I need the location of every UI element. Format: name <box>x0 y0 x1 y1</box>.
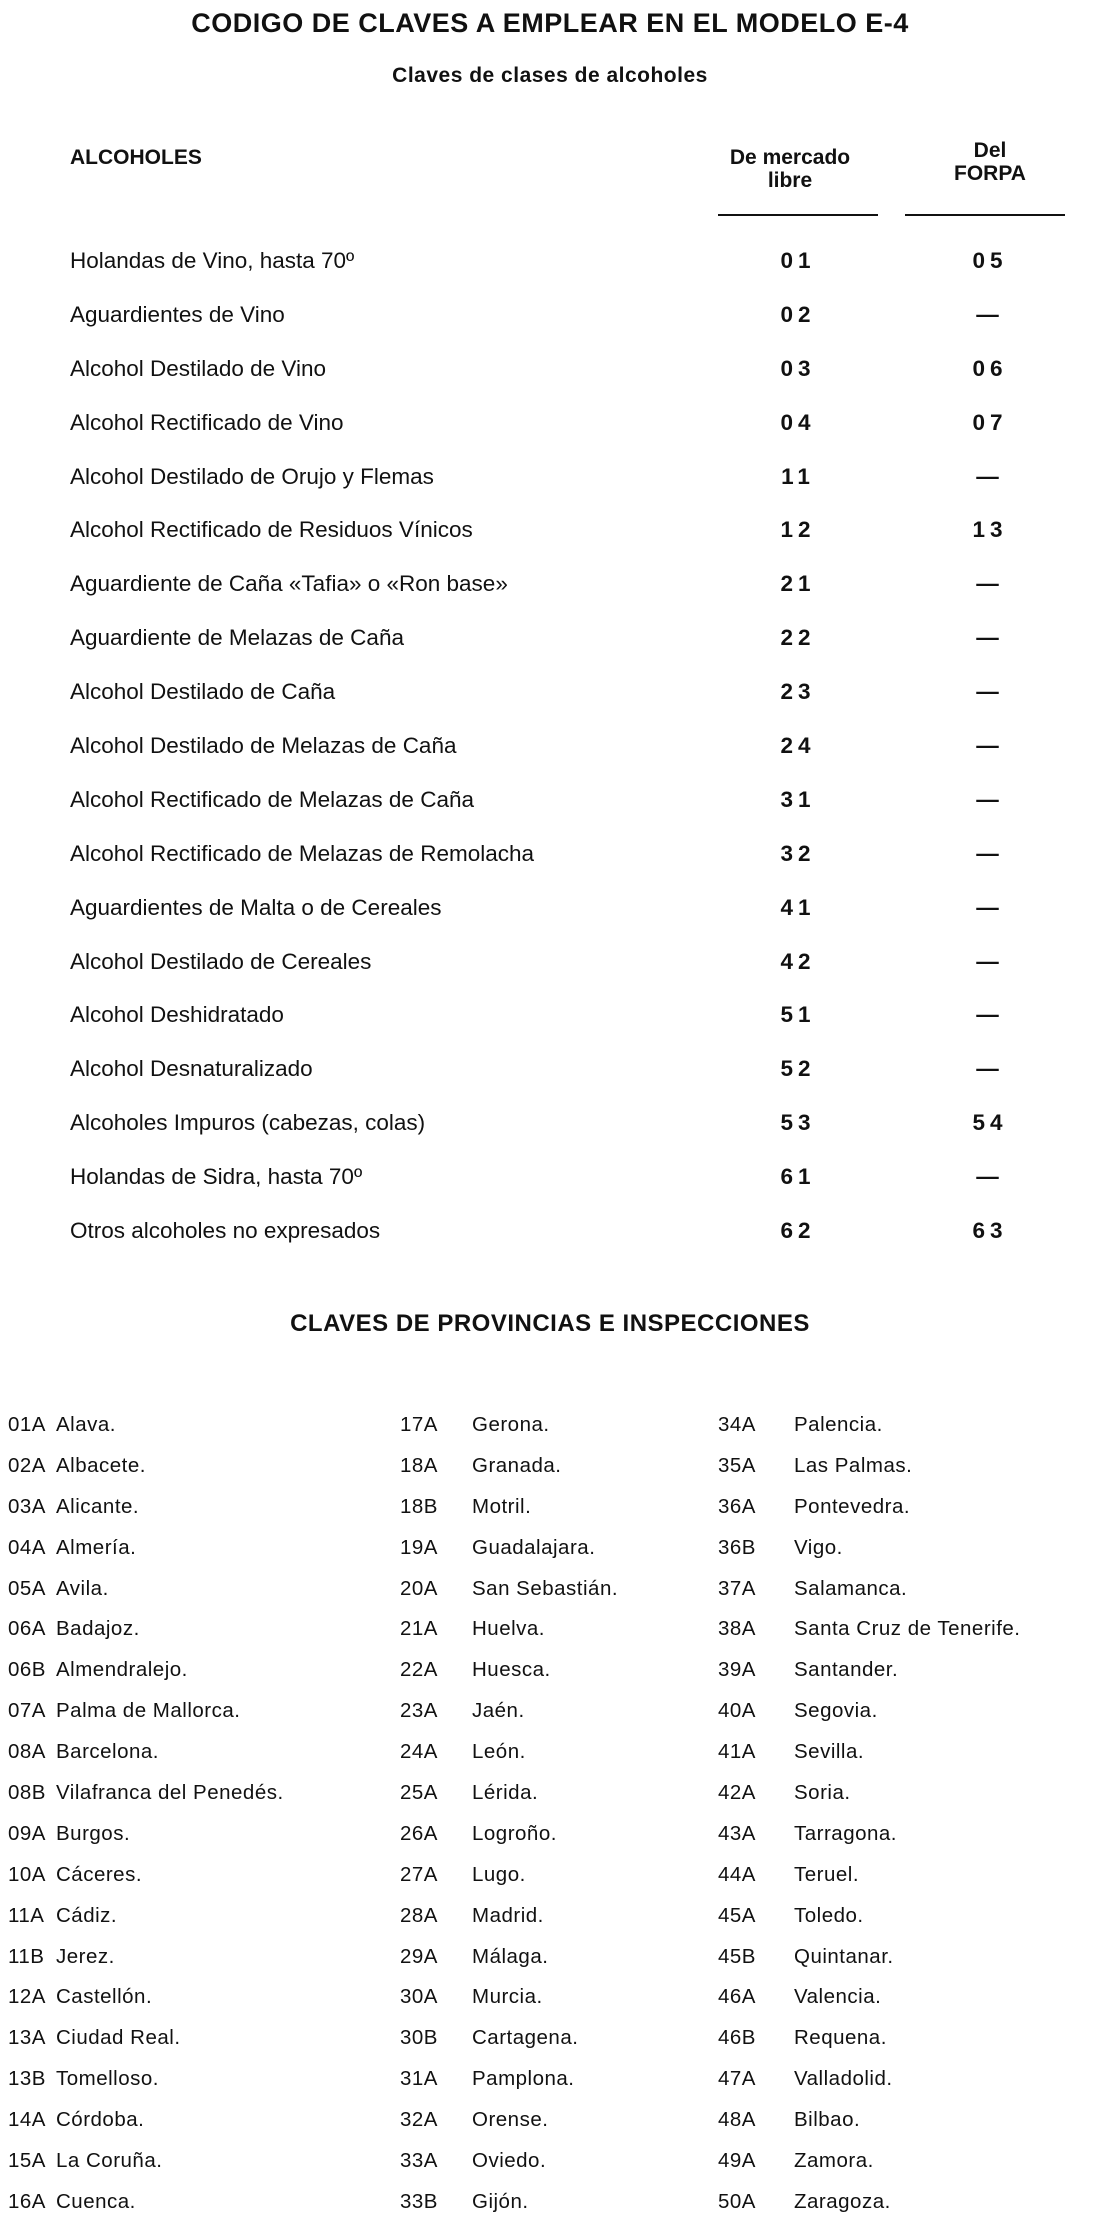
alcohol-name: Holandas de Sidra, hasta 70º <box>70 1164 363 1190</box>
province-name: Pontevedra. <box>794 1494 911 1518</box>
mercado-libre-code: 21 <box>780 571 816 597</box>
alcohol-name: Alcohol Destilado de Vino <box>70 355 327 381</box>
forpa-code: — <box>976 840 1004 866</box>
province-code: 27A <box>400 1862 438 1886</box>
province-name: Santa Cruz de Tenerife. <box>794 1617 1021 1641</box>
list-item <box>400 1781 618 1822</box>
table-row <box>0 895 1100 949</box>
province-code: 36B <box>718 1535 756 1559</box>
province-name: Jerez. <box>56 1944 115 1968</box>
forpa-code: — <box>976 948 1004 974</box>
province-name: Guadalajara. <box>472 1535 596 1559</box>
province-code: 42A <box>718 1781 756 1805</box>
alcohol-name: Aguardiente de Caña «Tafia» o «Ron base» <box>70 571 508 597</box>
table-row <box>0 464 1100 518</box>
mercado-libre-code: 02 <box>780 301 816 327</box>
table-row <box>0 1218 1100 1272</box>
province-code: 22A <box>400 1658 438 1682</box>
province-code: 47A <box>718 2067 756 2091</box>
header-underline-mercado <box>718 214 878 216</box>
forpa-code: 06 <box>972 355 1008 381</box>
province-code: 12A <box>8 1985 46 2009</box>
province-name: Cádiz. <box>56 1903 118 1927</box>
province-name: Castellón. <box>56 1985 153 2009</box>
alcoholes-table <box>0 248 1100 1272</box>
list-item <box>718 1658 1021 1699</box>
list-item <box>400 1658 618 1699</box>
list-item <box>8 1740 284 1781</box>
list-item <box>8 1536 284 1577</box>
list-item <box>400 1413 618 1454</box>
province-code: 01A <box>8 1413 46 1436</box>
province-code: 08A <box>8 1740 46 1764</box>
alcohol-name: Alcohol Rectificado de Melazas de Caña <box>70 786 474 812</box>
table-row <box>0 248 1100 302</box>
province-code: 33A <box>400 2149 438 2173</box>
province-name: Granada. <box>472 1453 562 1477</box>
province-name: Orense. <box>472 2108 549 2132</box>
province-code: 18A <box>400 1453 438 1477</box>
table-row <box>0 410 1100 464</box>
forpa-code: 13 <box>972 517 1008 543</box>
list-item <box>400 2108 618 2149</box>
province-code: 44A <box>718 1862 756 1886</box>
province-code: 30A <box>400 1985 438 2009</box>
province-name: Jaén. <box>472 1699 525 1723</box>
list-item <box>718 2108 1021 2149</box>
list-item <box>8 1413 284 1454</box>
list-item <box>8 1658 284 1699</box>
provincias-column-1 <box>8 1413 284 2231</box>
province-name: Palma de Mallorca. <box>56 1699 241 1723</box>
province-name: Toledo. <box>794 1903 864 1927</box>
list-item <box>400 1740 618 1781</box>
province-name: Palencia. <box>794 1413 883 1436</box>
province-code: 33B <box>400 2189 438 2213</box>
list-item <box>8 2067 284 2108</box>
list-item <box>400 2190 618 2231</box>
province-name: Córdoba. <box>56 2108 145 2132</box>
list-item <box>718 1904 1021 1945</box>
list-item <box>718 1617 1021 1658</box>
forpa-code: — <box>976 625 1004 651</box>
province-code: 43A <box>718 1821 756 1845</box>
province-code: 50A <box>718 2189 756 2213</box>
list-item <box>400 1617 618 1658</box>
province-name: Zamora. <box>794 2149 874 2173</box>
mercado-libre-code: 61 <box>780 1164 816 1190</box>
table-row <box>0 787 1100 841</box>
province-name: Tomelloso. <box>56 2067 159 2091</box>
province-code: 21A <box>400 1617 438 1641</box>
province-code: 06B <box>8 1658 46 1682</box>
mercado-libre-code: 22 <box>780 625 816 651</box>
list-item <box>8 1617 284 1658</box>
province-code: 06A <box>8 1617 46 1641</box>
province-code: 08B <box>8 1781 46 1805</box>
table-row <box>0 571 1100 625</box>
list-item <box>8 1945 284 1986</box>
section-title-provincias: CLAVES DE PROVINCIAS E INSPECCIONES <box>290 1310 810 1337</box>
table-row <box>0 302 1100 356</box>
province-code: 48A <box>718 2108 756 2132</box>
list-item <box>400 1945 618 1986</box>
list-item <box>718 1536 1021 1577</box>
list-item <box>400 1577 618 1618</box>
list-item <box>400 1863 618 1904</box>
province-code: 03A <box>8 1494 46 1518</box>
list-item <box>718 1413 1021 1454</box>
province-name: Alava. <box>56 1413 116 1436</box>
list-item <box>400 1822 618 1863</box>
list-item <box>8 1577 284 1618</box>
province-code: 35A <box>718 1453 756 1477</box>
list-item <box>718 1822 1021 1863</box>
list-item <box>718 1577 1021 1618</box>
forpa-code: — <box>976 733 1004 759</box>
province-name: Badajoz. <box>56 1617 140 1641</box>
province-name: Almendralejo. <box>56 1658 188 1682</box>
province-code: 18B <box>400 1494 438 1518</box>
table-row <box>0 1002 1100 1056</box>
forpa-code: — <box>976 1002 1004 1028</box>
mercado-libre-code: 03 <box>780 355 816 381</box>
province-name: Segovia. <box>794 1699 878 1723</box>
province-code: 25A <box>400 1781 438 1805</box>
provincias-column-3 <box>718 1413 1021 2231</box>
page-subtitle: Claves de clases de alcoholes <box>392 64 708 87</box>
column-header-alcoholes: ALCOHOLES <box>70 146 202 169</box>
forpa-code: — <box>976 1056 1004 1082</box>
province-code: 39A <box>718 1658 756 1682</box>
province-name: Barcelona. <box>56 1740 160 1764</box>
province-name: Cartagena. <box>472 2026 579 2050</box>
list-item <box>8 1781 284 1822</box>
list-item <box>718 1781 1021 1822</box>
province-name: Burgos. <box>56 1821 131 1845</box>
forpa-code: 05 <box>972 248 1008 273</box>
forpa-code: — <box>976 894 1004 920</box>
province-name: Cuenca. <box>56 2189 136 2213</box>
mercado-libre-code: 51 <box>780 1002 816 1028</box>
list-item <box>400 2067 618 2108</box>
list-item <box>718 2067 1021 2108</box>
province-code: 13B <box>8 2067 46 2091</box>
mercado-libre-code: 23 <box>780 679 816 705</box>
province-name: Quintanar. <box>794 1944 894 1968</box>
column-header-forpa <box>900 139 1080 185</box>
column-header-forpa-line2: FORPA <box>954 162 1026 185</box>
alcohol-name: Alcohol Deshidratado <box>70 1002 284 1028</box>
province-name: San Sebastián. <box>472 1576 619 1600</box>
mercado-libre-code: 32 <box>780 840 816 866</box>
province-name: Valladolid. <box>794 2067 893 2091</box>
province-code: 16A <box>8 2189 46 2213</box>
list-item <box>718 2149 1021 2190</box>
province-name: Málaga. <box>472 1944 549 1968</box>
mercado-libre-code: 42 <box>780 948 816 974</box>
province-code: 32A <box>400 2108 438 2132</box>
alcohol-name: Otros alcoholes no expresados <box>70 1218 381 1244</box>
column-header-mercado-libre-line2: libre <box>767 169 813 192</box>
province-code: 13A <box>8 2026 46 2050</box>
province-name: Albacete. <box>56 1453 146 1477</box>
province-code: 46B <box>718 2026 756 2050</box>
provincias-column-2 <box>400 1413 618 2231</box>
province-name: Gijón. <box>472 2189 529 2213</box>
table-row <box>0 625 1100 679</box>
header-underline-forpa <box>905 214 1065 216</box>
province-name: Lugo. <box>472 1862 526 1886</box>
list-item <box>8 1985 284 2026</box>
province-code: 36A <box>718 1494 756 1518</box>
list-item <box>400 1904 618 1945</box>
list-item <box>718 1863 1021 1904</box>
province-name: Ciudad Real. <box>56 2026 181 2050</box>
list-item <box>8 1822 284 1863</box>
province-code: 07A <box>8 1699 46 1723</box>
province-code: 19A <box>400 1535 438 1559</box>
province-code: 38A <box>718 1617 756 1641</box>
province-code: 15A <box>8 2149 46 2173</box>
list-item <box>718 1740 1021 1781</box>
province-name: Alicante. <box>56 1494 140 1518</box>
alcohol-name: Aguardiente de Melazas de Caña <box>70 625 404 651</box>
forpa-code: 63 <box>972 1218 1008 1244</box>
province-code: 41A <box>718 1740 756 1764</box>
forpa-code: 07 <box>972 409 1008 435</box>
province-name: Tarragona. <box>794 1821 898 1845</box>
province-name: Santander. <box>794 1658 899 1682</box>
list-item <box>8 1699 284 1740</box>
province-code: 17A <box>400 1413 438 1436</box>
province-name: Teruel. <box>794 1862 860 1886</box>
list-item <box>8 2026 284 2067</box>
mercado-libre-code: 12 <box>780 517 816 543</box>
table-row <box>0 356 1100 410</box>
table-row <box>0 517 1100 571</box>
province-name: Gerona. <box>472 1413 550 1436</box>
alcohol-name: Alcohol Rectificado de Vino <box>70 409 344 435</box>
list-item <box>718 1945 1021 1986</box>
province-name: Pamplona. <box>472 2067 575 2091</box>
province-code: 11A <box>8 1903 45 1927</box>
list-item <box>718 2026 1021 2067</box>
province-name: Vilafranca del Penedés. <box>56 1781 284 1805</box>
list-item <box>400 1495 618 1536</box>
forpa-code: — <box>976 679 1004 705</box>
province-name: Motril. <box>472 1494 532 1518</box>
alcohol-name: Alcohol Destilado de Melazas de Caña <box>70 733 457 759</box>
list-item <box>8 2149 284 2190</box>
list-item <box>400 2149 618 2190</box>
forpa-code: 54 <box>972 1110 1008 1136</box>
province-name: Logroño. <box>472 1821 557 1845</box>
province-code: 04A <box>8 1535 46 1559</box>
mercado-libre-code: 24 <box>780 733 816 759</box>
mercado-libre-code: 41 <box>780 894 816 920</box>
list-item <box>8 2108 284 2149</box>
forpa-code: — <box>976 301 1004 327</box>
list-item <box>8 2190 284 2231</box>
alcohol-name: Alcohol Desnaturalizado <box>70 1056 313 1082</box>
alcohol-name: Alcohol Destilado de Cereales <box>70 948 372 974</box>
province-code: 20A <box>400 1576 438 1600</box>
list-item <box>718 2190 1021 2231</box>
province-name: Huesca. <box>472 1658 551 1682</box>
province-code: 05A <box>8 1576 46 1600</box>
province-name: Vigo. <box>794 1535 843 1559</box>
list-item <box>400 1454 618 1495</box>
province-name: Bilbao. <box>794 2108 861 2132</box>
list-item <box>8 1495 284 1536</box>
province-code: 09A <box>8 1821 46 1845</box>
province-code: 45B <box>718 1944 756 1968</box>
forpa-code: — <box>976 1164 1004 1190</box>
mercado-libre-code: 62 <box>780 1218 816 1244</box>
province-code: 26A <box>400 1821 438 1845</box>
mercado-libre-code: 01 <box>780 248 816 273</box>
table-row <box>0 949 1100 1003</box>
province-name: Soria. <box>794 1781 851 1805</box>
alcohol-name: Aguardientes de Malta o de Cereales <box>70 894 442 920</box>
province-name: Zaragoza. <box>794 2189 891 2213</box>
province-code: 10A <box>8 1862 46 1886</box>
table-row <box>0 841 1100 895</box>
alcohol-name: Alcohol Rectificado de Residuos Vínicos <box>70 517 473 543</box>
province-name: Almería. <box>56 1535 137 1559</box>
column-header-mercado-libre-line1: De mercado <box>729 146 851 169</box>
province-name: Avila. <box>56 1576 109 1600</box>
forpa-code: — <box>976 571 1004 597</box>
province-code: 02A <box>8 1453 46 1477</box>
province-code: 34A <box>718 1413 756 1436</box>
province-name: Requena. <box>794 2026 887 2050</box>
mercado-libre-code: 31 <box>780 786 816 812</box>
province-code: 31A <box>400 2067 438 2091</box>
province-code: 46A <box>718 1985 756 2009</box>
list-item <box>8 1863 284 1904</box>
list-item <box>400 1699 618 1740</box>
province-code: 23A <box>400 1699 438 1723</box>
list-item <box>400 1985 618 2026</box>
column-header-mercado-libre <box>700 146 880 192</box>
province-name: Las Palmas. <box>794 1453 913 1477</box>
list-item <box>718 1495 1021 1536</box>
province-code: 30B <box>400 2026 438 2050</box>
province-name: La Coruña. <box>56 2149 163 2173</box>
alcohol-name: Alcohol Rectificado de Melazas de Remolacha <box>70 840 534 866</box>
list-item <box>8 1454 284 1495</box>
list-item <box>400 2026 618 2067</box>
table-row <box>0 1056 1100 1110</box>
province-name: Murcia. <box>472 1985 543 2009</box>
province-code: 45A <box>718 1903 756 1927</box>
province-name: Salamanca. <box>794 1576 908 1600</box>
table-row <box>0 1110 1100 1164</box>
province-code: 28A <box>400 1903 438 1927</box>
table-row <box>0 733 1100 787</box>
alcohol-name: Alcohol Destilado de Orujo y Flemas <box>70 463 434 489</box>
alcohol-name: Aguardientes de Vino <box>70 301 285 327</box>
list-item <box>718 1699 1021 1740</box>
province-code: 24A <box>400 1740 438 1764</box>
mercado-libre-code: 52 <box>780 1056 816 1082</box>
province-code: 40A <box>718 1699 756 1723</box>
mercado-libre-code: 53 <box>780 1110 816 1136</box>
province-name: Huelva. <box>472 1617 546 1641</box>
province-name: Oviedo. <box>472 2149 547 2173</box>
province-name: Cáceres. <box>56 1862 143 1886</box>
province-name: Sevilla. <box>794 1740 865 1764</box>
province-code: 37A <box>718 1576 756 1600</box>
alcohol-name: Alcohol Destilado de Caña <box>70 679 336 705</box>
province-code: 11B <box>8 1944 45 1968</box>
list-item <box>400 1536 618 1577</box>
province-code: 14A <box>8 2108 46 2132</box>
mercado-libre-code: 04 <box>780 409 816 435</box>
province-name: Lérida. <box>472 1781 539 1805</box>
list-item <box>8 1904 284 1945</box>
forpa-code: — <box>976 786 1004 812</box>
province-code: 49A <box>718 2149 756 2173</box>
forpa-code: — <box>976 463 1004 489</box>
list-item <box>718 1454 1021 1495</box>
province-name: León. <box>472 1740 526 1764</box>
province-name: Valencia. <box>794 1985 882 2009</box>
alcohol-name: Alcoholes Impuros (cabezas, colas) <box>70 1110 426 1136</box>
list-item <box>718 1985 1021 2026</box>
alcohol-name: Holandas de Vino, hasta 70º <box>70 248 355 273</box>
page-title: CODIGO DE CLAVES A EMPLEAR EN EL MODELO E-4 <box>191 8 909 38</box>
column-header-forpa-line1: Del <box>973 139 1007 162</box>
province-code: 29A <box>400 1944 438 1968</box>
province-name: Madrid. <box>472 1903 544 1927</box>
table-row <box>0 1164 1100 1218</box>
mercado-libre-code: 11 <box>781 463 815 489</box>
table-row <box>0 679 1100 733</box>
